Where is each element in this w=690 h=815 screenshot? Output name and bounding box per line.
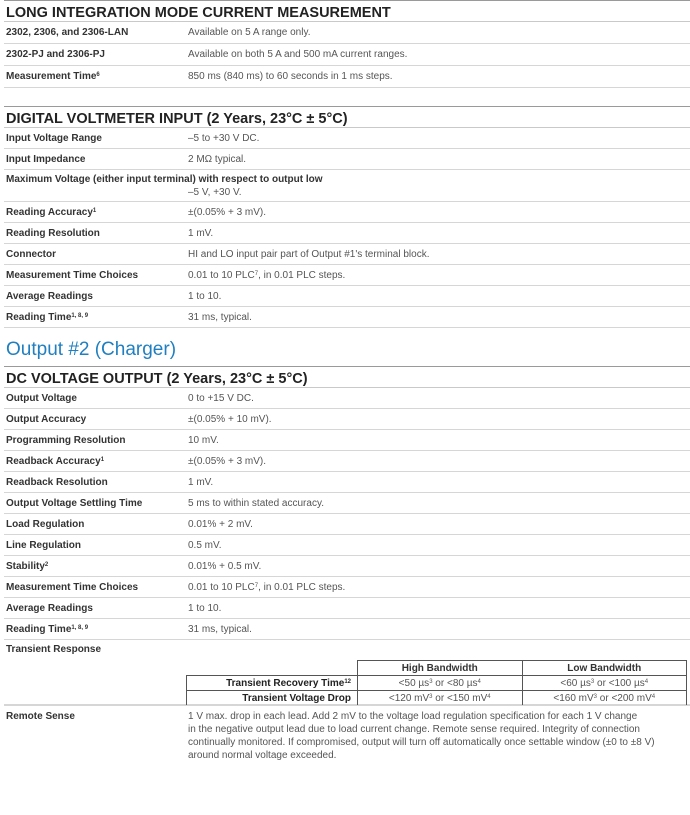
- section-title-dc-voltage-output: DC VOLTAGE OUTPUT (2 Years, 23°C ± 5°C): [4, 366, 690, 388]
- spec-label: Connector: [6, 249, 56, 260]
- spec-label: Output Accuracy: [6, 414, 87, 425]
- spec-value: 31 ms, typical.: [188, 624, 252, 635]
- spec-value: 0.01% + 2 mV.: [188, 519, 253, 530]
- spec-label: Readback Resolution: [6, 477, 108, 488]
- spec-row: [4, 244, 690, 265]
- footnote-ref: 7: [254, 583, 259, 589]
- spec-value: HI and LO input pair part of Output #1's terminal block.: [188, 249, 430, 260]
- spec-label: Average Readings: [6, 291, 93, 302]
- spec-label: Input Voltage Range: [6, 133, 102, 144]
- spec-row: [4, 128, 690, 149]
- spec-value: –5 V, +30 V.: [188, 187, 242, 198]
- spec-label: Line Regulation: [6, 540, 81, 551]
- footnote-ref: 1, 8, 9: [71, 313, 89, 319]
- footnote-ref: 1: [100, 457, 105, 463]
- spec-label: 2302-PJ and 2306-PJ: [6, 49, 105, 60]
- spec-value: Available on 5 A range only.: [188, 27, 311, 38]
- spec-value: ±(0.05% + 10 mV).: [188, 414, 272, 425]
- footnote-ref: 6: [96, 72, 100, 78]
- spec-label: Stability$^2$: [6, 561, 49, 572]
- spec-row: [4, 472, 690, 493]
- spec-label: Load Regulation: [6, 519, 85, 530]
- spec-row: [4, 286, 690, 307]
- spec-row: [4, 535, 690, 556]
- table-cell: <50 µs$^3$ or <80 µs$^4$: [358, 676, 523, 691]
- spec-row: [4, 265, 690, 286]
- spec-label: Reading Time$^{1, 8, 9}$: [6, 312, 89, 323]
- spec-label: Measurement Time Choices: [6, 582, 139, 593]
- footnote-ref: 7: [254, 271, 259, 277]
- spec-value: 1 mV.: [188, 228, 214, 239]
- spec-row: [4, 44, 690, 66]
- spec-label: Reading Time$^{1, 8, 9}$: [6, 624, 89, 635]
- footnote-ref: 1, 8, 9: [71, 625, 89, 631]
- spec-value: 5 ms to within stated accuracy.: [188, 498, 324, 509]
- spec-value: 0.01 to 10 PLC$^7$, in 0.01 PLC steps.: [188, 582, 346, 593]
- spec-label: Input Impedance: [6, 154, 86, 165]
- spec-row: [4, 514, 690, 535]
- spec-row: [4, 451, 690, 472]
- table-corner: [187, 661, 358, 676]
- spec-row: [4, 430, 690, 451]
- transient-response-row: [4, 640, 690, 705]
- spec-row: [4, 619, 690, 640]
- spec-label: Transient Response: [6, 644, 102, 655]
- spec-value: ±(0.05% + 3 mV).: [188, 207, 267, 218]
- spec-row: [4, 556, 690, 577]
- spec-value: 0.5 mV.: [188, 540, 222, 551]
- spec-value: 1 to 10.: [188, 603, 222, 614]
- spec-value: 10 mV.: [188, 435, 219, 446]
- footnote-ref: 1: [92, 208, 97, 214]
- spec-row: [4, 223, 690, 244]
- spec-row: [4, 598, 690, 619]
- table-row: [187, 676, 687, 691]
- spec-value: –5 to +30 V DC.: [188, 133, 260, 144]
- spec-label: Readback Accuracy$^1$: [6, 456, 105, 467]
- spec-row-remote-sense: [4, 705, 690, 771]
- table-cell: <60 µs$^3$ or <100 µs$^4$: [522, 676, 687, 691]
- spec-value: 1 to 10.: [188, 291, 222, 302]
- spec-row: [4, 149, 690, 170]
- spec-label: Remote Sense: [6, 711, 75, 722]
- table-row-label: Transient Recovery Time$^{12}$: [187, 676, 358, 691]
- spec-row: [4, 66, 690, 88]
- spec-value: Available on both 5 A and 500 mA current ranges.: [188, 49, 408, 60]
- table-header: High Bandwidth: [358, 661, 523, 676]
- spec-label: Reading Accuracy$^1$: [6, 207, 97, 218]
- spec-label: Average Readings: [6, 603, 93, 614]
- footnote-ref: 2: [44, 562, 49, 568]
- spec-row: [4, 170, 690, 202]
- spec-row: [4, 388, 690, 409]
- spec-row: [4, 577, 690, 598]
- table-cell: <160 $mV^3$ or <200 $mV^4$: [522, 691, 687, 706]
- transient-response-table: [186, 660, 687, 706]
- spec-label: Programming Resolution: [6, 435, 126, 446]
- spec-row: [4, 409, 690, 430]
- spec-value: 2 MΩ typical.: [188, 154, 247, 165]
- spec-label: 2302, 2306, and 2306-LAN: [6, 27, 129, 38]
- spec-row: [4, 307, 690, 328]
- spec-value: 31 ms, typical.: [188, 312, 252, 323]
- section-title-long-integration: LONG INTEGRATION MODE CURRENT MEASUREMENT: [4, 0, 690, 22]
- spec-value: ±(0.05% + 3 mV).: [188, 456, 267, 467]
- spec-value: 0.01 to 10 PLC$^7$, in 0.01 PLC steps.: [188, 270, 346, 281]
- table-row-label: Transient Voltage Drop: [187, 691, 358, 706]
- output-2-title: Output #2 (Charger): [6, 339, 177, 360]
- spec-row: [4, 22, 690, 44]
- spec-label: Output Voltage Settling Time: [6, 498, 143, 509]
- spec-label: Measurement Time$^6$: [6, 71, 100, 82]
- spec-label: Measurement Time Choices: [6, 270, 139, 281]
- table-cell: <120 $mV^3$ or <150 $mV^4$: [358, 691, 523, 706]
- spec-value: 850 ms (840 ms) to 60 seconds in 1 ms steps.: [188, 71, 393, 82]
- table-header: Low Bandwidth: [522, 661, 687, 676]
- spec-row: [4, 202, 690, 223]
- spec-value: 0 to +15 V DC.: [188, 393, 254, 404]
- section-title-dvm: DIGITAL VOLTMETER INPUT (2 Years, 23°C ± 5°C): [4, 106, 690, 128]
- table-row: [187, 691, 687, 706]
- spec-value: 0.01% + 0.5 mV.: [188, 561, 262, 572]
- spec-label: Output Voltage: [6, 393, 77, 404]
- spec-label: Reading Resolution: [6, 228, 100, 239]
- spec-label: Maximum Voltage (either input terminal) with respect to output low: [6, 174, 323, 185]
- spec-row: [4, 493, 690, 514]
- spec-value: 1 V max. drop in each lead. Add 2 mV to the voltage load regulation specification for each 1 V change in the negative output lead due to load current change. Remote sense required. Integrity of connection continually monitored. If compromised, output will turn off automatically once settable window (±0 to ±8 V) around normal voltage exceeded.: [188, 711, 655, 761]
- spec-value: 1 mV.: [188, 477, 214, 488]
